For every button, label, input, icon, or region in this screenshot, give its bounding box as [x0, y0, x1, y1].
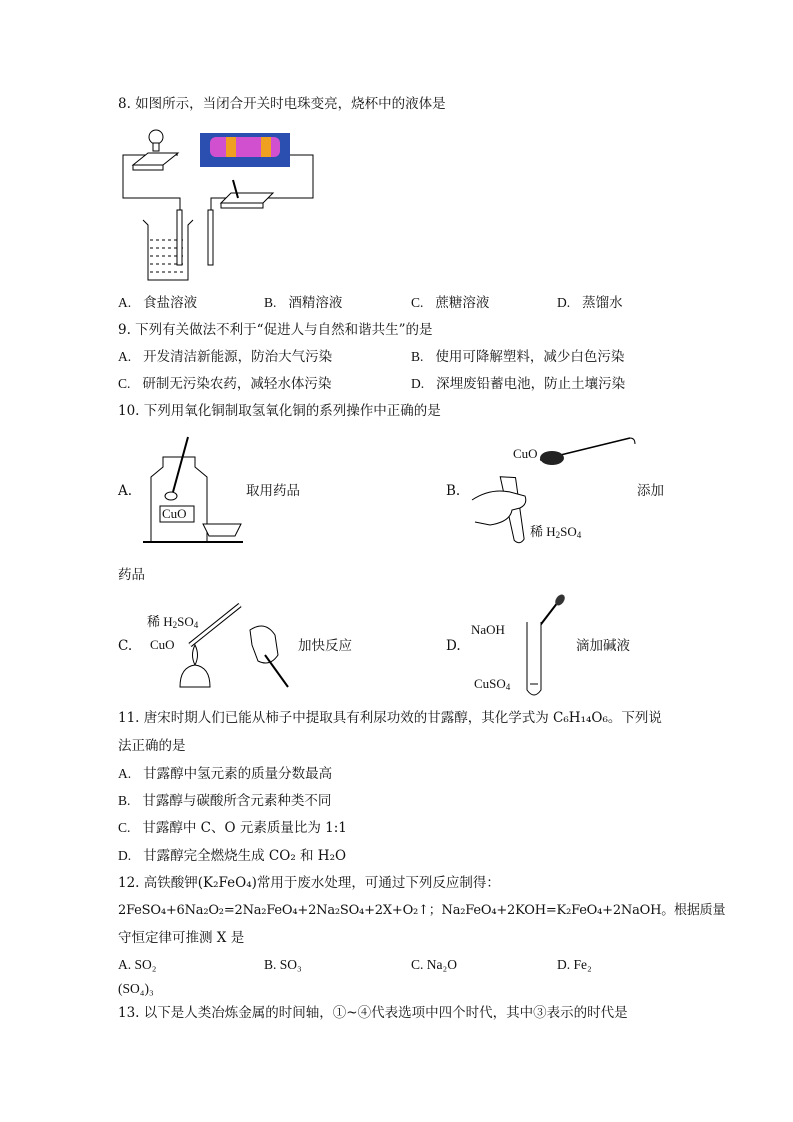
q12-stem: 12. 高铁酸钾(K₂FeO₄)常用于废水处理，可通过下列反应制得： — [118, 875, 500, 891]
hand-icon — [250, 626, 278, 663]
q13-stem: 13. 以下是人类冶炼金属的时间轴，①~④代表选项中四个时代，其中③表示的时代是 — [118, 1005, 628, 1021]
bulb-icon — [149, 130, 163, 144]
switch-icon — [221, 193, 273, 203]
q12-option-c[interactable]: C. Na₂O — [411, 957, 457, 972]
q9-option-c[interactable]: C. 研制无污染农药，减轻水体污染 — [118, 376, 332, 392]
q10-option-b-text-cont: 药品 — [118, 567, 145, 583]
q9-option-b[interactable]: B. 使用可降解塑料，减少白色污染 — [411, 349, 625, 365]
q8-option-c[interactable]: C. 蔗糖溶液 — [411, 295, 490, 311]
q11-stem: 11. 唐宋时期人们已能从柿子中提取具有利尿功效的甘露醇，其化学式为 C₆H₁₄O₆。下列说 — [118, 710, 662, 726]
q8-option-b[interactable]: B. 酒精溶液 — [264, 295, 343, 311]
q11-option-d[interactable]: D. 甘露醇完全燃烧生成 CO₂ 和 H₂O — [118, 848, 347, 864]
h2so4-label-c: 稀 $H_2SO_4$ — [147, 614, 199, 630]
q10-stem: 10. 下列用氧化铜制取氢氧化铜的系列操作中正确的是 — [118, 403, 441, 419]
q10-option-a-text: 取用药品 — [246, 483, 300, 499]
reagent-bottle-diagram — [143, 432, 248, 547]
cuo-label-a: CuO — [162, 506, 187, 521]
naoh-label: NaOH — [471, 622, 505, 637]
h2so4-label-b: 稀 $H_2SO_4$ — [530, 524, 582, 540]
q11-option-c[interactable]: C. 甘露醇中 C、O 元素质量比为 1:1 — [118, 820, 347, 836]
q12-option-d[interactable]: D. Fe₂ — [557, 957, 592, 972]
q12-option-a[interactable]: A. SO₂ — [118, 957, 157, 972]
cuo-label-b: CuO — [513, 446, 538, 461]
q9-option-a[interactable]: A. 开发清洁新能源，防治大气污染 — [118, 349, 333, 365]
cuo-label-c: CuO — [150, 637, 175, 652]
q11-stem-cont: 法正确的是 — [118, 738, 186, 754]
q8-stem: 8. 如图所示，当闭合开关时电珠变亮，烧杯中的液体是 — [118, 96, 446, 112]
q8-option-a[interactable]: A. 食盐溶液 — [118, 295, 198, 311]
cuso4-label: CuSO$_4$ — [474, 676, 511, 692]
q8-option-d[interactable]: D. 蒸馏水 — [557, 295, 623, 311]
dropper-diagram — [510, 592, 570, 702]
q10-option-c-key[interactable]: C. — [118, 638, 133, 654]
beaker-icon — [143, 220, 193, 280]
q9-option-d[interactable]: D. 深埋废铅蓄电池，防止土壤污染 — [411, 376, 626, 392]
q12-option-d-cont: (SO₄)₃ — [118, 981, 154, 996]
q10-option-b-key[interactable]: B. — [446, 483, 461, 499]
q9-stem: 9. 下列有关做法不利于“促进人与自然和谐共生”的是 — [118, 322, 433, 338]
q10-option-c-text: 加快反应 — [298, 638, 352, 654]
q10-option-d-key[interactable]: D. — [446, 638, 461, 654]
q12-option-b[interactable]: B. SO₃ — [264, 957, 302, 972]
q10-option-d-text: 滴加碱液 — [576, 638, 630, 654]
q10-option-b-text: 添加 — [637, 483, 664, 499]
circuit-diagram — [118, 125, 318, 285]
q10-option-a-key[interactable]: A. — [118, 483, 133, 499]
q12-equation: 2FeSO₄+6Na₂O₂=2Na₂FeO₄+2Na₂SO₄+2X+O₂↑；Na₂FeO₄+2KOH=K₂FeO₄+2NaOH。根据质量 — [118, 903, 726, 918]
heating-diagram — [170, 595, 300, 695]
q12-stem-cont: 守恒定律可推测 X 是 — [118, 930, 245, 946]
q11-option-b[interactable]: B. 甘露醇与碳酸所含元素种类不同 — [118, 793, 332, 809]
q11-option-a[interactable]: A. 甘露醇中氢元素的质量分数最高 — [118, 766, 333, 782]
alcohol-lamp-icon — [180, 665, 210, 687]
